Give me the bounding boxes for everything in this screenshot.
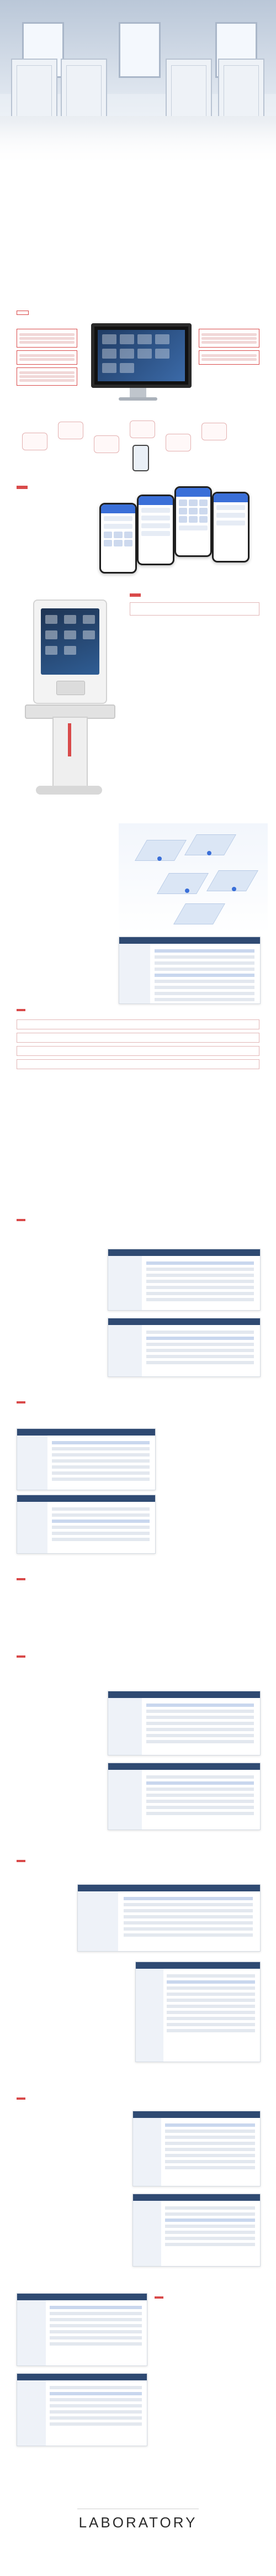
- hero-window: [119, 22, 161, 78]
- requisition-item: [163, 1428, 259, 1431]
- inventory-item: [17, 1691, 99, 1693]
- composition-box: [199, 350, 259, 365]
- stats-section: [17, 1857, 259, 2078]
- inventory-screenshot: [108, 1763, 261, 1830]
- phone-mockup: [137, 495, 174, 565]
- inbound-item: [17, 1249, 99, 1251]
- phone-mockup: [212, 492, 250, 562]
- roles-item: [155, 2293, 259, 2306]
- kiosk-pillar: [52, 717, 88, 788]
- storage-section: [17, 1006, 259, 1188]
- feature-item: [17, 851, 99, 853]
- inbound-title: [17, 1219, 25, 1221]
- inbound-section: [17, 1216, 259, 1381]
- inventory-title: [17, 1655, 25, 1658]
- roles-section: [17, 2293, 259, 2459]
- desktop-monitor: [91, 323, 192, 388]
- flow-node: [166, 434, 191, 451]
- monitor-screen: [98, 330, 185, 381]
- flow-title: [17, 1578, 25, 1580]
- inventory-section: [17, 1652, 259, 1840]
- permissions-screenshot: [132, 2111, 261, 2186]
- feature-item: [17, 901, 99, 903]
- composition-right-column: [199, 329, 259, 367]
- phone-mockup: [174, 486, 212, 557]
- requisition-title: [17, 1401, 25, 1403]
- permissions-title: [17, 2097, 25, 2100]
- terminal-title: [130, 593, 141, 597]
- storage-sub-box: [17, 1033, 259, 1043]
- monitor-base: [119, 397, 157, 401]
- roles-item: [155, 2373, 259, 2375]
- flow-node: [94, 435, 119, 453]
- kiosk-illustration: [17, 600, 121, 804]
- composition-box: [17, 350, 77, 365]
- stats-screenshot: [77, 1884, 261, 1952]
- stats-item: [17, 1962, 127, 1964]
- stats-screenshot: [135, 1962, 261, 2062]
- feature-screenshot: [119, 937, 261, 1004]
- terminal-spec-body: [130, 602, 259, 616]
- title-block: [0, 159, 276, 162]
- composition-left-column: [17, 329, 77, 388]
- terminal-section: [17, 588, 259, 821]
- roles-screenshot: [17, 2293, 147, 2366]
- storage-sub-box: [17, 1046, 259, 1056]
- inventory-item: [17, 1763, 99, 1765]
- roles-title: [155, 2296, 163, 2299]
- hero-image: [0, 0, 276, 166]
- kiosk-screen: [41, 608, 99, 675]
- flow-node: [58, 422, 83, 439]
- composition-box: [199, 329, 259, 348]
- requisition-section: [17, 1398, 259, 1558]
- roles-screenshot: [17, 2373, 147, 2446]
- storage-sub-box: [17, 1019, 259, 1029]
- phone-mockups: [94, 481, 259, 586]
- requisition-item: [163, 1495, 259, 1497]
- permissions-item: [17, 2114, 121, 2116]
- permissions-screenshot: [132, 2194, 261, 2267]
- kiosk-foot: [36, 786, 102, 795]
- phone-mockup: [99, 503, 137, 574]
- footer-wordmark: LABORATORY: [78, 2514, 198, 2531]
- inbound-item: [17, 1318, 99, 1320]
- phone-icon: [132, 445, 149, 471]
- flow-node: [201, 423, 227, 440]
- storage-title: [17, 1009, 25, 1011]
- footer: [0, 2470, 276, 2576]
- inbound-screenshot: [108, 1249, 261, 1311]
- flow-section: [17, 1575, 259, 1641]
- inventory-screenshot: [108, 1691, 261, 1755]
- flow-diagram: [17, 416, 259, 471]
- features-section: [0, 818, 276, 1017]
- stats-title: [17, 1860, 25, 1862]
- terminal-spec-panel: [130, 588, 259, 616]
- permissions-item: [17, 2196, 121, 2199]
- composition-tag: [17, 311, 29, 315]
- card-reader: [56, 681, 85, 695]
- composition-box: [17, 367, 77, 386]
- product-composition: [17, 307, 259, 475]
- requisition-screenshot: [17, 1428, 156, 1490]
- composition-box: [17, 329, 77, 348]
- mobile-tag: [17, 486, 28, 489]
- isometric-illustration: [119, 823, 268, 934]
- requisition-screenshot: [17, 1495, 156, 1554]
- stats-item: [17, 2006, 127, 2008]
- kiosk-head: [33, 600, 107, 704]
- monitor-stand: [130, 388, 146, 398]
- flow-node: [130, 420, 155, 438]
- inbound-screenshot: [108, 1318, 261, 1377]
- storage-sub-box: [17, 1059, 259, 1069]
- permissions-section: [17, 2094, 259, 2277]
- flow-node: [22, 433, 47, 450]
